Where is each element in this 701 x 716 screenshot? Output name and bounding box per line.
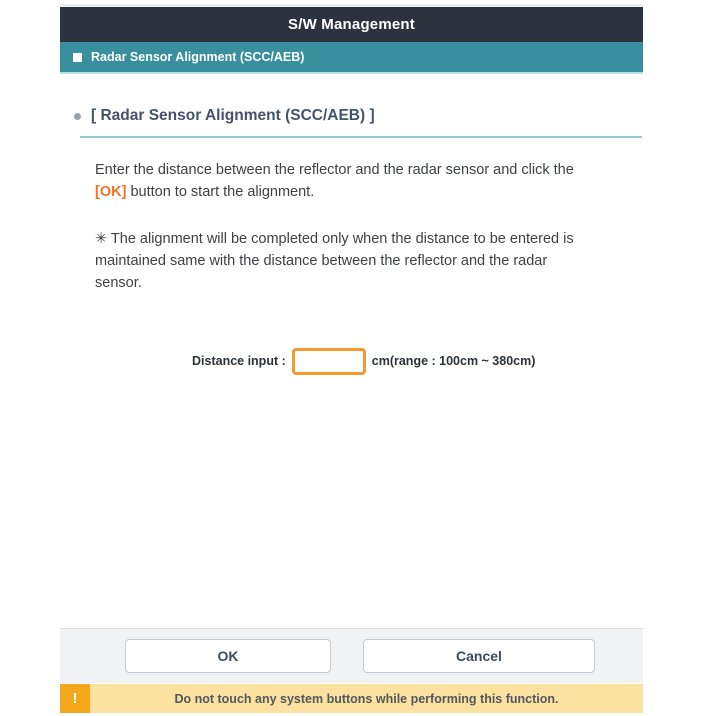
distance-input-label: Distance input : xyxy=(192,354,286,368)
instruction-line-2 xyxy=(95,181,625,203)
instruction-line-1: Enter the distance between the reflector and the radar sensor and click the xyxy=(95,162,574,178)
button-bar xyxy=(60,628,643,683)
square-bullet-icon xyxy=(73,53,82,62)
section-heading-label: [ Radar Sensor Alignment (SCC/AEB) ] xyxy=(91,107,375,124)
page-title: S/W Management xyxy=(288,16,415,33)
title-bar xyxy=(60,7,643,42)
note-line-2: maintained same with the distance between the reflector and the radar xyxy=(95,253,548,269)
note-line-1: ✳ The alignment will be completed only when the distance to be entered is xyxy=(95,231,574,247)
section-heading xyxy=(74,107,375,125)
ok-highlight: [OK] xyxy=(95,184,127,200)
instruction-line-2-text: button to start the alignment. xyxy=(126,184,315,200)
distance-input[interactable] xyxy=(292,348,366,375)
warning-bar xyxy=(60,684,643,713)
warning-message: Do not touch any system buttons while performing this function. xyxy=(90,684,643,713)
exclamation-icon: ! xyxy=(60,684,90,713)
instruction-paragraph xyxy=(95,159,625,203)
bullet-dot-icon xyxy=(74,113,81,120)
distance-input-row xyxy=(192,346,535,376)
sw-management-dialog xyxy=(60,4,643,714)
distance-range-hint: cm(range : 100cm ~ 380cm) xyxy=(371,354,536,368)
function-header-label: Radar Sensor Alignment (SCC/AEB) xyxy=(91,50,305,64)
note-paragraph xyxy=(95,228,625,294)
ok-button[interactable]: OK xyxy=(125,639,331,673)
cancel-button[interactable]: Cancel xyxy=(363,639,595,673)
section-divider xyxy=(80,136,642,138)
function-header xyxy=(60,42,643,74)
note-line-3: sensor. xyxy=(95,275,142,291)
